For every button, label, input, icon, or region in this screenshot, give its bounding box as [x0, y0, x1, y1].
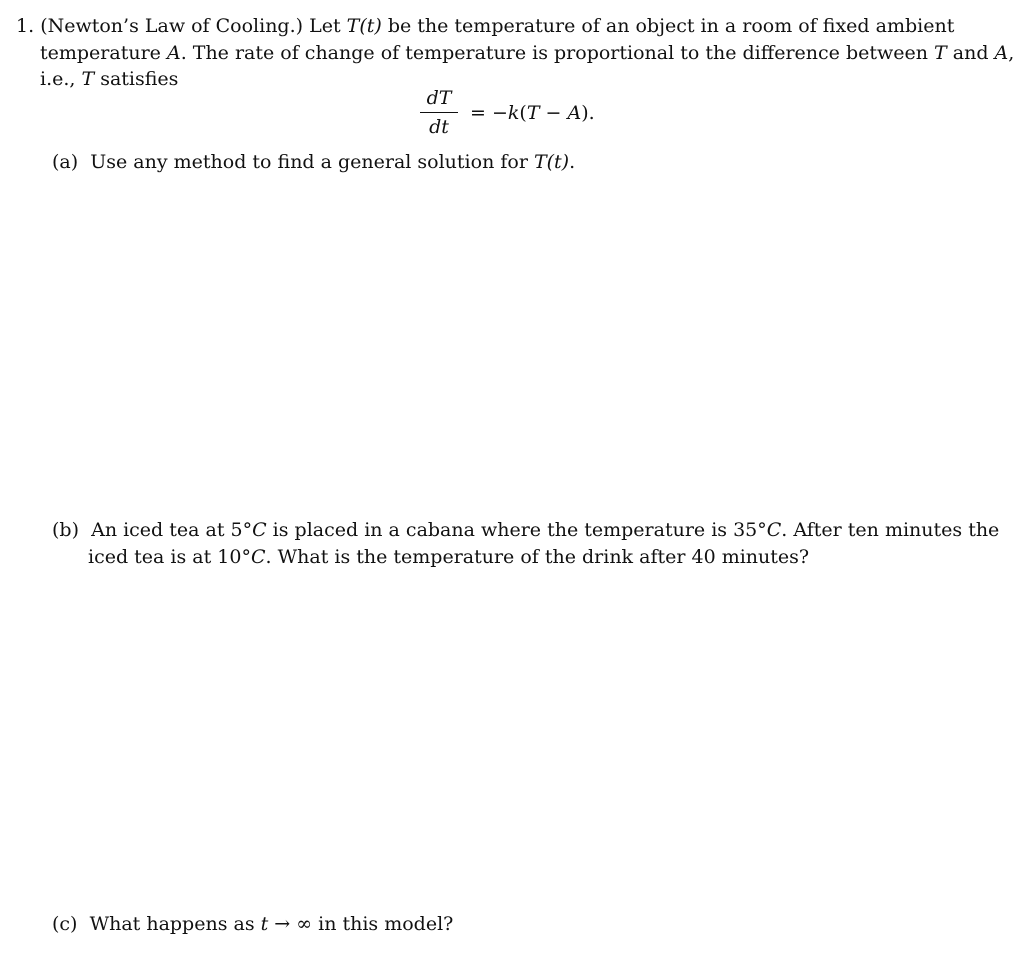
part-b-text: An iced tea at 5°: [91, 519, 253, 541]
math-A: A: [994, 42, 1009, 64]
problem-intro-text: (Newton’s Law of Cooling.) Let: [40, 15, 347, 37]
part-b-label: (b): [52, 519, 79, 541]
equation-rhs: [470, 101, 595, 125]
math-A: A: [567, 102, 582, 124]
part-b-line-2: [88, 545, 809, 569]
part-b-text: is placed in a cabana where the temperature is 35°: [266, 519, 767, 541]
math-C: C: [250, 546, 266, 568]
part-c-text: in this model?: [312, 913, 454, 935]
part-c-label: (c): [52, 913, 78, 935]
math-T: T: [526, 102, 540, 124]
problem-line-1: [16, 14, 954, 38]
text-segment: ,: [1008, 42, 1015, 64]
math-T-of-t: T(t): [533, 151, 570, 173]
problem-line-2: [40, 41, 1014, 65]
fraction-numerator: dT: [426, 87, 452, 109]
math-A: A: [166, 42, 181, 64]
text-segment: temperature: [40, 42, 167, 64]
math-T: T: [934, 42, 947, 64]
eq-segment: ).: [581, 102, 595, 124]
part-c: [52, 912, 453, 936]
part-b-text: . What is the temperature of the drink after 40 minutes?: [265, 546, 810, 568]
text-segment: .: [569, 151, 576, 173]
problem-number: 1.: [16, 15, 35, 37]
part-a-text: Use any method to find a general solution for: [90, 151, 534, 173]
equation-fraction: [420, 86, 458, 139]
problem-line-3: [40, 67, 178, 91]
text-segment: satisfies: [94, 68, 179, 90]
text-segment: . The rate of change of temperature is proportional to the difference between: [180, 42, 935, 64]
math-k: k: [507, 102, 520, 124]
part-b-text: iced tea is at 10°: [88, 546, 251, 568]
part-b-line-1: [52, 518, 999, 542]
problem-intro-text-2: be the temperature of an object in a room of fixed ambient: [381, 15, 955, 37]
eq-segment: −: [539, 102, 568, 124]
math-t: t: [260, 913, 269, 935]
text-segment: i.e.,: [40, 68, 82, 90]
math-T: T: [81, 68, 95, 90]
part-c-text: What happens as: [89, 913, 261, 935]
eq-segment: = −: [470, 102, 508, 124]
math-T-of-t: T(t): [346, 15, 382, 37]
fraction-denominator: dt: [429, 116, 449, 138]
fraction-bar: [420, 112, 458, 113]
math-C: C: [252, 519, 267, 541]
part-a: [52, 150, 575, 174]
text-segment: and: [946, 42, 995, 64]
math-C: C: [766, 519, 782, 541]
part-b-text: . After ten minutes the: [781, 519, 1000, 541]
part-a-label: (a): [52, 151, 79, 173]
math-limit-arrow: → ∞: [268, 913, 313, 935]
eq-segment: (: [519, 102, 527, 124]
